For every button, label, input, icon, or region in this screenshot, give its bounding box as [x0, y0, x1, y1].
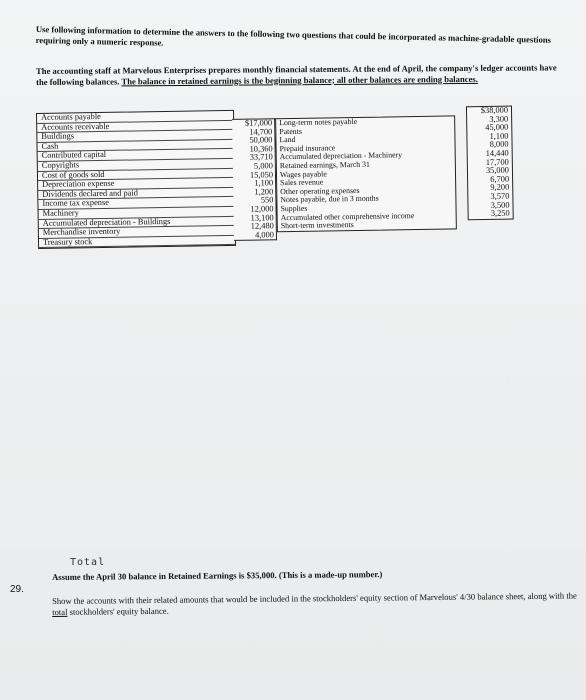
problem-paragraph: [36, 62, 560, 87]
account-name: Depreciation expense: [38, 178, 234, 191]
account-amount: 1,100: [489, 131, 509, 141]
account-name: Sales revenue: [280, 177, 324, 188]
account-amount: $17,000: [244, 118, 273, 128]
account-name: Prepaid insurance: [279, 143, 336, 153]
account-name: Merchandise inventory: [39, 226, 235, 239]
account-amount: 33,710: [249, 152, 273, 163]
account-name: Accumulated depreciation - Machinery: [279, 150, 403, 162]
account-name: Machinery: [39, 207, 235, 220]
account-name: Land: [279, 135, 296, 145]
account-amount: 3,500: [490, 200, 510, 210]
account-amount: 6,700: [490, 174, 510, 184]
account-amount: 4,000: [255, 229, 275, 240]
account-name: Long-term notes payable: [279, 116, 358, 128]
account-name: Supplies: [280, 203, 308, 214]
account-amount: 3,250: [490, 208, 510, 218]
prompt-text-end: stockholders' equity balance.: [67, 605, 169, 617]
account-name: Contributed capital: [38, 149, 234, 162]
account-amount: 14,700: [249, 126, 273, 137]
account-amount: 12,480: [250, 221, 274, 231]
account-name: Accounts payable: [37, 111, 233, 124]
paragraph-text: The accounting staff at Marvelous Enterprises prepares monthly financial statements. At the end of April, the company's ledger accounts have the following balances.: [36, 62, 557, 87]
account-name: Notes payable, due in 3 months: [280, 193, 379, 205]
account-name: Retained earnings, March 31: [279, 159, 370, 171]
handwritten-note: Total: [70, 557, 106, 568]
account-amount: 50,000: [249, 135, 273, 145]
account-name: Short-term investments: [280, 220, 354, 231]
prompt-text-start: Show the accounts with their related amounts that would be included in the stockholders' equity section of Marvelous' 4/30 balance sheet, along with the: [52, 590, 577, 606]
left-amounts-column: [232, 118, 277, 241]
account-amount: 35,000: [485, 165, 510, 176]
intro-text: Use following information to determine the answers to the following two questions that could be incorporated as machine-gradable questions requiring only a numeric response.: [35, 24, 552, 48]
account-amount: 15,050: [249, 169, 274, 180]
account-name: Buildings: [37, 130, 233, 143]
account-name: Accounts receivable: [37, 120, 233, 133]
account-amount: 1,200: [254, 187, 274, 197]
question-prompt: [52, 590, 582, 618]
account-amount: 550: [260, 195, 274, 205]
account-amount: 3,570: [490, 191, 510, 201]
account-name: Cost of goods sold: [38, 168, 234, 181]
account-name: Dividends declared and paid: [38, 188, 234, 201]
account-amount: 12,000: [250, 204, 274, 214]
question-assumption: Assume the April 30 balance in Retained Earnings is $35,000. (This is a made-up number.): [52, 569, 383, 582]
account-name: Accumulated other comprehensive income: [280, 210, 415, 222]
account-amount: 45,000: [485, 122, 509, 133]
account-name: Income tax expense: [38, 197, 234, 210]
left-accounts-column: [36, 110, 236, 249]
question-number: 29.: [10, 584, 24, 595]
account-amount: 8,000: [489, 139, 509, 150]
paragraph-underlined: The balance in retained earnings is the beginning balance; all other balances are ending balances.: [121, 73, 478, 86]
account-amount: 14,440: [485, 148, 509, 158]
account-amount: 5,000: [253, 161, 273, 171]
account-name: Cash: [37, 140, 233, 153]
account-name: Other operating expenses: [280, 185, 360, 196]
account-name: Treasury stock: [39, 236, 235, 249]
account-name: Accumulated depreciation - Buildings: [39, 216, 235, 229]
account-name: Patents: [279, 126, 302, 136]
account-name: Copyrights: [38, 159, 234, 172]
account-amount: 3,300: [489, 114, 509, 124]
account-amount: 9,200: [490, 182, 510, 193]
account-amount: 17,700: [485, 157, 509, 167]
prompt-underlined-word: total: [52, 606, 68, 617]
account-name: Wages payable: [279, 169, 327, 179]
account-amount: $38,000: [480, 105, 509, 116]
account-amount: 10,360: [249, 144, 273, 154]
right-accounts-column: [275, 115, 457, 232]
ledger-table: [36, 105, 526, 247]
right-amounts-column: [466, 106, 514, 220]
account-amount: 1,100: [254, 178, 274, 188]
account-amount: 13,100: [250, 212, 274, 223]
